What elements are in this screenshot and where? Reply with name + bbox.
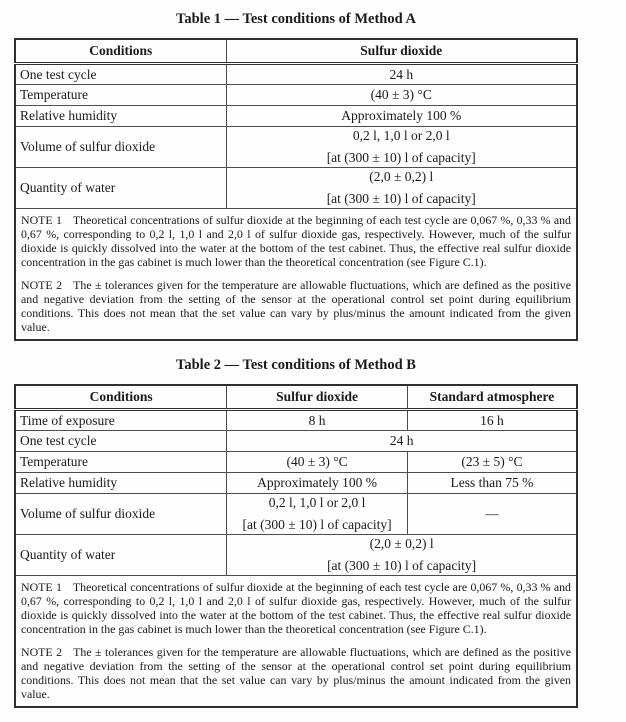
value-line-2: [at (300 ± 10) l of capacity] — [327, 558, 477, 573]
row-label-cell: Volume of sulfur dioxide — [15, 127, 226, 168]
row-so2-cell — [227, 494, 408, 535]
note-1-label: NOTE 1 — [21, 580, 62, 594]
table1-header-sulfur-dioxide: Sulfur dioxide — [226, 39, 577, 64]
table-row — [15, 106, 577, 127]
row-value-cell — [226, 127, 577, 168]
table1 — [14, 38, 578, 341]
table-row — [15, 410, 577, 431]
table-row — [15, 64, 577, 85]
table-row — [15, 431, 577, 452]
row-label-cell: Volume of sulfur dioxide — [15, 494, 227, 535]
row-value-cell — [226, 168, 577, 209]
row-std-cell: 16 h — [407, 410, 577, 431]
note-1-label: NOTE 1 — [21, 213, 62, 227]
table1-header-row — [15, 39, 577, 64]
table-row — [15, 127, 577, 168]
note-2-label: NOTE 2 — [21, 645, 63, 659]
table2-notes-cell — [15, 576, 577, 708]
note-1-text: Theoretical concentrations of sulfur dioxide at the beginning of each test cycle are 0,067 %, 0,33 % and 0,67 %, corresponding to 0,2 l, 1,0 l and 2,0 l of sulfur dioxide gas, respectively. However, much of the sulfur dioxide is quickly dissolved into the water at the bottom of the test cabinet. Thus, the effective real sulfur dioxide concentration in the gas cabinet is much lower than the theoretical concentration (see Figure C.1). — [21, 213, 571, 269]
value-line-2: [at (300 ± 10) l of capacity] — [326, 191, 476, 206]
row-label-cell: Time of exposure — [15, 410, 227, 431]
note-2-label: NOTE 2 — [21, 278, 63, 292]
row-span-value-cell: 24 h — [227, 431, 577, 452]
value-line-2: [at (300 ± 10) l of capacity] — [242, 517, 392, 532]
table1-header-conditions: Conditions — [15, 39, 226, 64]
row-std-cell: — — [407, 494, 577, 535]
value-line-1: (2,0 ± 0,2) l — [369, 169, 434, 184]
row-std-cell: (23 ± 5) °C — [407, 452, 577, 473]
table2-header-row — [15, 385, 577, 410]
note-1 — [21, 213, 571, 269]
row-label-cell: Relative humidity — [15, 473, 227, 494]
row-span-value-cell — [227, 535, 577, 576]
note-1-text: Theoretical concentrations of sulfur dioxide at the beginning of each test cycle are 0,067 %, 0,33 % and 0,67 %, corresponding to 0,2 l, 1,0 l and 2,0 l of sulfur dioxide gas, respectively. However, much of the sulfur dioxide is quickly dissolved into the water at the bottom of the test cabinet. Thus, the effective real sulfur dioxide concentration in the gas cabinet is much lower than the theoretical concentration (see Figure C.1). — [21, 580, 571, 636]
row-so2-cell: Approximately 100 % — [227, 473, 408, 494]
table-row — [15, 494, 577, 535]
note-2-text: The ± tolerances given for the temperature are allowable fluctuations, which are defined as the positive and negative deviation from the setting of the sensor at the operational control set point during equilibrium conditions. This does not mean that the set value can vary by plus/minus the amount indicated from the given value. — [21, 278, 571, 334]
row-std-cell: Less than 75 % — [407, 473, 577, 494]
table1-title: Table 1 — Test conditions of Method A — [176, 11, 416, 27]
notes-row — [15, 209, 577, 341]
row-label-cell: Quantity of water — [15, 535, 227, 576]
table2 — [14, 384, 578, 708]
note-2 — [21, 645, 571, 701]
value-line-2: [at (300 ± 10) l of capacity] — [326, 150, 476, 165]
table2-header-standard-atmosphere: Standard atmosphere — [407, 385, 577, 410]
table1-notes-cell — [15, 209, 577, 341]
table-row — [15, 473, 577, 494]
table-row — [15, 535, 577, 576]
table2-header-conditions: Conditions — [15, 385, 227, 410]
row-label-cell: Quantity of water — [15, 168, 226, 209]
note-2 — [21, 278, 571, 334]
value-line-1: (2,0 ± 0,2) l — [369, 536, 434, 551]
row-label-cell: Temperature — [15, 452, 227, 473]
row-value-cell: (40 ± 3) °C — [226, 85, 577, 106]
row-so2-cell: 8 h — [227, 410, 408, 431]
row-label-cell: One test cycle — [15, 431, 227, 452]
table-row — [15, 452, 577, 473]
row-label-cell: One test cycle — [15, 64, 226, 85]
note-1 — [21, 580, 571, 636]
row-value-cell: 24 h — [226, 64, 577, 85]
table-row — [15, 168, 577, 209]
notes-row — [15, 576, 577, 708]
table2-title: Table 2 — Test conditions of Method B — [176, 357, 416, 373]
row-so2-cell: (40 ± 3) °C — [227, 452, 408, 473]
value-line-1: 0,2 l, 1,0 l or 2,0 l — [352, 128, 450, 143]
table2-header-sulfur-dioxide: Sulfur dioxide — [227, 385, 408, 410]
table-row — [15, 85, 577, 106]
note-2-text: The ± tolerances given for the temperature are allowable fluctuations, which are defined as the positive and negative deviation from the setting of the sensor at the operational control set point during equilibrium conditions. This does not mean that the set value can vary by plus/minus the amount indicated from the given value. — [21, 645, 571, 701]
row-value-cell: Approximately 100 % — [226, 106, 577, 127]
row-label-cell: Temperature — [15, 85, 226, 106]
row-label-cell: Relative humidity — [15, 106, 226, 127]
value-line-1: 0,2 l, 1,0 l or 2,0 l — [268, 495, 366, 510]
